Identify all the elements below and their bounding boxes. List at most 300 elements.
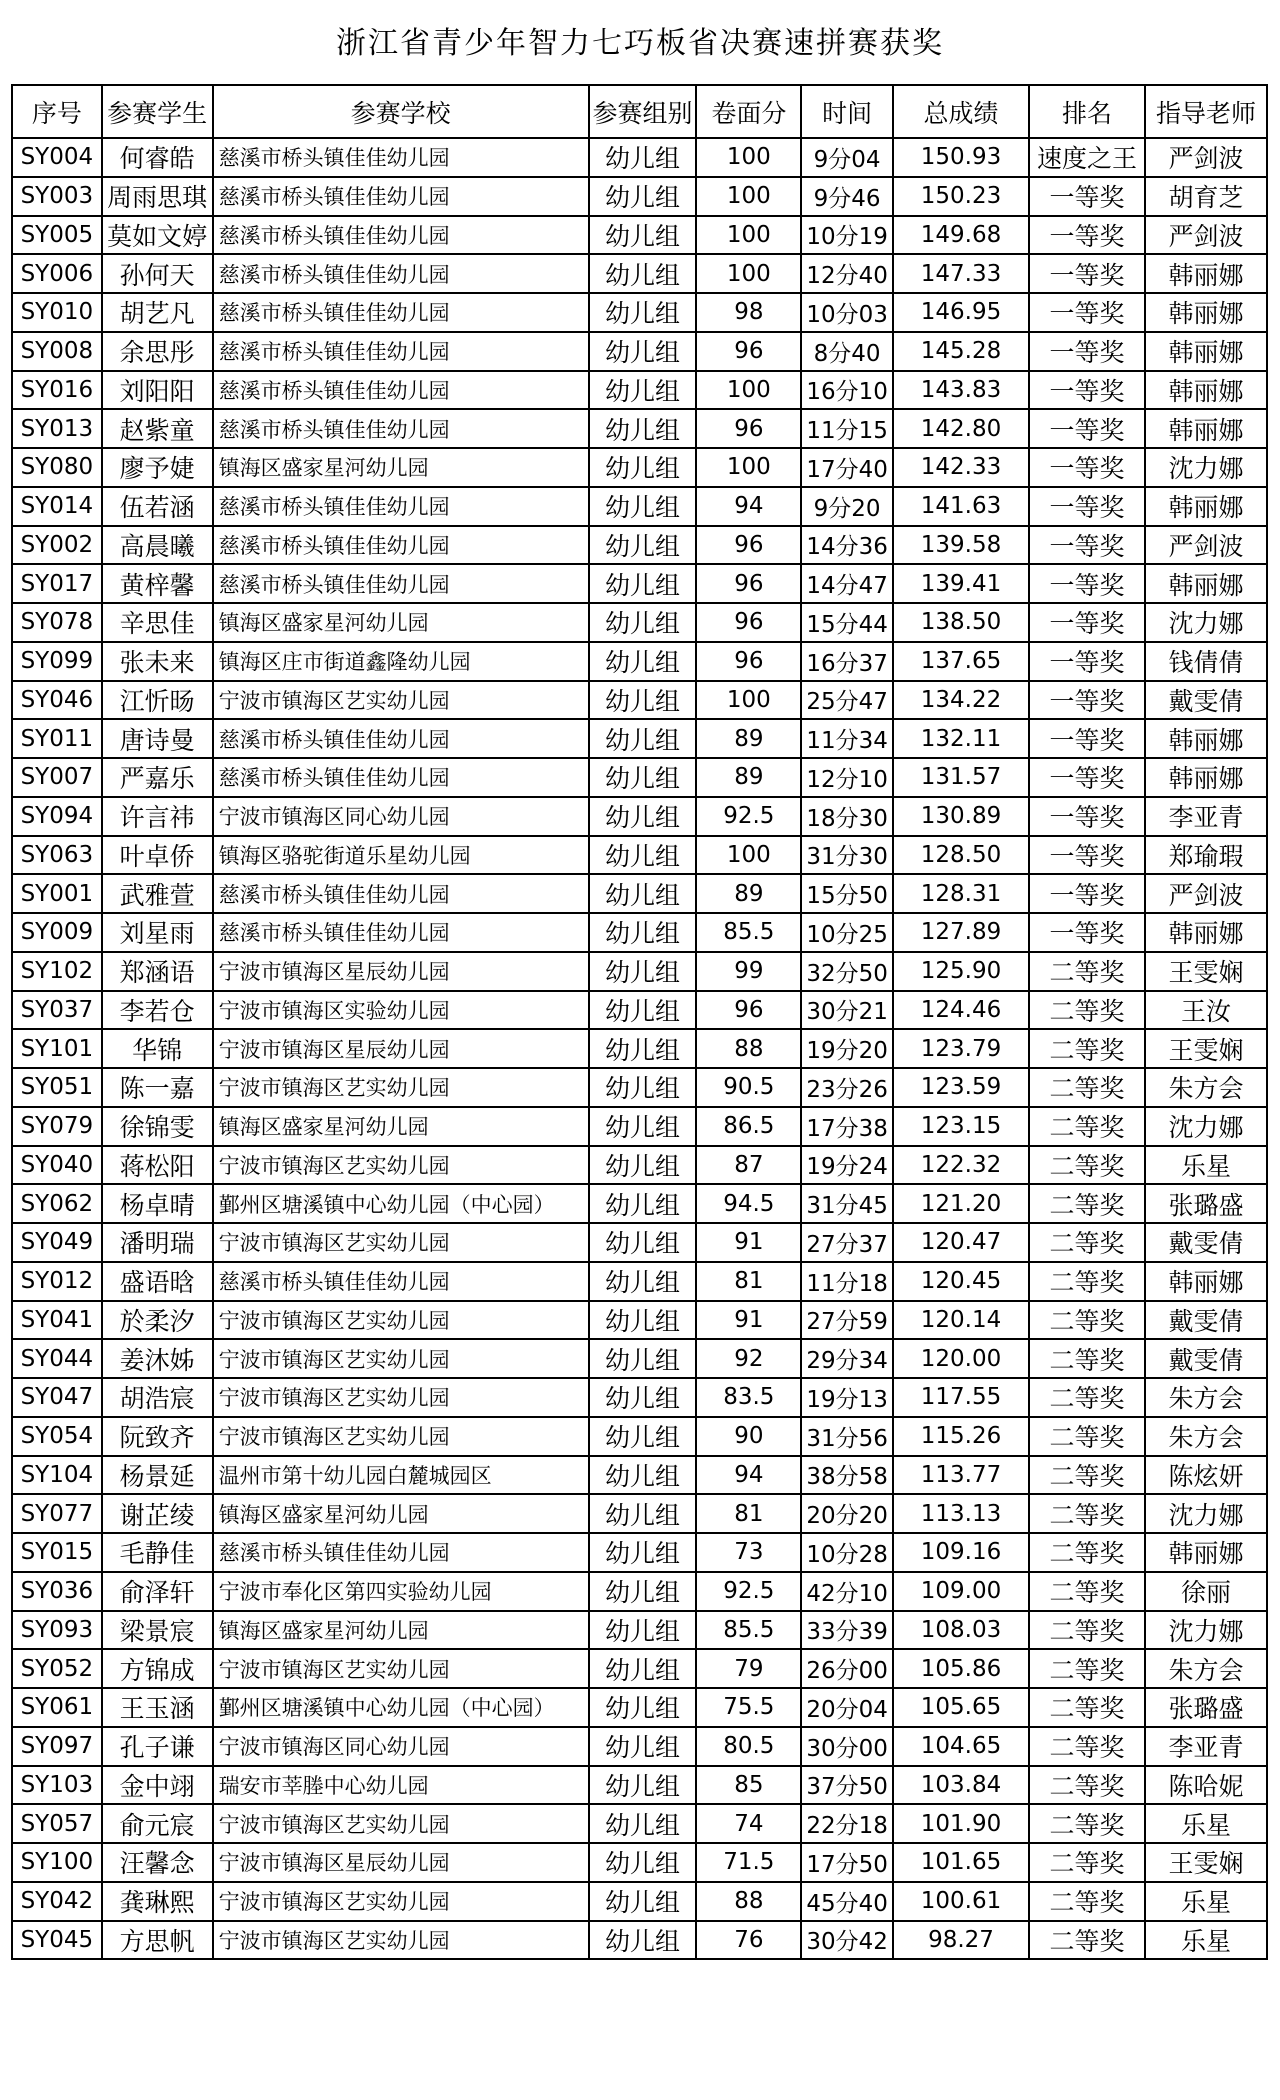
cell-total-score: 128.31 [893,874,1029,913]
cell-school: 慈溪市桥头镇佳佳幼儿园 [213,216,589,255]
cell-paper-score: 89 [696,719,801,758]
cell-student: 梁景宸 [102,1611,213,1650]
cell-school: 镇海区庄市街道鑫隆幼儿园 [213,642,589,681]
cell-student: 俞元宸 [102,1804,213,1843]
cell-teacher: 韩丽娜 [1145,293,1267,332]
cell-group: 幼儿组 [589,1727,697,1766]
cell-group: 幼儿组 [589,1107,697,1146]
cell-group: 幼儿组 [589,1417,697,1456]
table-row [12,952,1267,991]
cell-time: 31分56 [801,1417,893,1456]
table-row [12,1029,1267,1068]
cell-time: 20分20 [801,1494,893,1533]
cell-teacher: 陈哈妮 [1145,1766,1267,1805]
cell-total-score: 150.93 [893,138,1029,177]
cell-paper-score: 76 [696,1921,801,1960]
cell-paper-score: 79 [696,1649,801,1688]
cell-total-score: 138.50 [893,603,1029,642]
cell-group: 幼儿组 [589,1146,697,1185]
cell-time: 19分24 [801,1146,893,1185]
cell-rank: 一等奖 [1029,642,1145,681]
cell-time: 14分36 [801,526,893,565]
cell-total-score: 146.95 [893,293,1029,332]
cell-group: 幼儿组 [589,797,697,836]
cell-school: 慈溪市桥头镇佳佳幼儿园 [213,758,589,797]
cell-group: 幼儿组 [589,1533,697,1572]
cell-time: 29分34 [801,1339,893,1378]
cell-time: 10分25 [801,913,893,952]
cell-id: SY005 [12,216,102,255]
cell-school: 宁波市镇海区艺实幼儿园 [213,681,589,720]
table-row [12,1533,1267,1572]
cell-id: SY001 [12,874,102,913]
cell-id: SY057 [12,1804,102,1843]
table-row [12,448,1267,487]
cell-total-score: 131.57 [893,758,1029,797]
cell-group: 幼儿组 [589,1301,697,1340]
cell-paper-score: 100 [696,681,801,720]
cell-student: 杨卓晴 [102,1184,213,1223]
cell-paper-score: 99 [696,952,801,991]
cell-id: SY040 [12,1146,102,1185]
cell-paper-score: 94.5 [696,1184,801,1223]
cell-paper-score: 88 [696,1882,801,1921]
cell-rank: 二等奖 [1029,1649,1145,1688]
cell-id: SY094 [12,797,102,836]
cell-student: 谢芷绫 [102,1494,213,1533]
cell-student: 刘阳阳 [102,371,213,410]
cell-teacher: 朱方会 [1145,1417,1267,1456]
cell-rank: 二等奖 [1029,1184,1145,1223]
table-row [12,409,1267,448]
table-row [12,1223,1267,1262]
column-header-time: 时间 [801,85,893,138]
cell-id: SY062 [12,1184,102,1223]
cell-school: 宁波市镇海区艺实幼儿园 [213,1068,589,1107]
cell-id: SY104 [12,1456,102,1495]
cell-paper-score: 92.5 [696,1572,801,1611]
cell-group: 幼儿组 [589,564,697,603]
cell-total-score: 108.03 [893,1611,1029,1650]
cell-school: 镇海区盛家星河幼儿园 [213,1611,589,1650]
cell-teacher: 韩丽娜 [1145,1533,1267,1572]
cell-group: 幼儿组 [589,1882,697,1921]
cell-student: 俞泽轩 [102,1572,213,1611]
cell-teacher: 韩丽娜 [1145,913,1267,952]
table-row [12,371,1267,410]
cell-id: SY017 [12,564,102,603]
cell-time: 12分40 [801,254,893,293]
cell-teacher: 戴雯倩 [1145,1301,1267,1340]
table-row [12,681,1267,720]
table-row [12,1417,1267,1456]
cell-group: 幼儿组 [589,1184,697,1223]
cell-rank: 二等奖 [1029,952,1145,991]
cell-paper-score: 100 [696,138,801,177]
cell-rank: 一等奖 [1029,293,1145,332]
cell-rank: 二等奖 [1029,1843,1145,1882]
cell-group: 幼儿组 [589,1339,697,1378]
cell-student: 华锦 [102,1029,213,1068]
cell-student: 陈一嘉 [102,1068,213,1107]
cell-time: 9分20 [801,487,893,526]
cell-group: 幼儿组 [589,254,697,293]
cell-school: 宁波市镇海区星辰幼儿园 [213,952,589,991]
cell-school: 宁波市镇海区实验幼儿园 [213,991,589,1030]
table-row [12,1688,1267,1727]
cell-total-score: 105.86 [893,1649,1029,1688]
cell-school: 镇海区盛家星河幼儿园 [213,603,589,642]
cell-paper-score: 85.5 [696,913,801,952]
cell-group: 幼儿组 [589,138,697,177]
cell-teacher: 乐星 [1145,1921,1267,1960]
cell-total-score: 120.14 [893,1301,1029,1340]
cell-student: 叶卓侨 [102,836,213,875]
table-row [12,1727,1267,1766]
cell-time: 8分40 [801,332,893,371]
table-row [12,216,1267,255]
cell-id: SY037 [12,991,102,1030]
cell-paper-score: 100 [696,371,801,410]
cell-total-score: 104.65 [893,1727,1029,1766]
cell-school: 宁波市镇海区艺实幼儿园 [213,1301,589,1340]
cell-time: 27分59 [801,1301,893,1340]
cell-id: SY045 [12,1921,102,1960]
cell-paper-score: 73 [696,1533,801,1572]
cell-teacher: 王汝 [1145,991,1267,1030]
cell-paper-score: 90.5 [696,1068,801,1107]
cell-rank: 一等奖 [1029,332,1145,371]
cell-total-score: 141.63 [893,487,1029,526]
cell-time: 30分21 [801,991,893,1030]
cell-teacher: 陈炫妍 [1145,1456,1267,1495]
cell-school: 宁波市镇海区星辰幼儿园 [213,1029,589,1068]
cell-time: 15分50 [801,874,893,913]
cell-paper-score: 89 [696,758,801,797]
cell-group: 幼儿组 [589,952,697,991]
cell-student: 刘星雨 [102,913,213,952]
table-row [12,719,1267,758]
cell-group: 幼儿组 [589,177,697,216]
cell-time: 30分42 [801,1921,893,1960]
cell-student: 胡浩宸 [102,1378,213,1417]
table-row [12,138,1267,177]
cell-group: 幼儿组 [589,1572,697,1611]
cell-student: 汪馨念 [102,1843,213,1882]
cell-group: 幼儿组 [589,293,697,332]
table-row [12,1378,1267,1417]
table-row [12,1107,1267,1146]
cell-total-score: 113.77 [893,1456,1029,1495]
cell-rank: 二等奖 [1029,991,1145,1030]
cell-paper-score: 96 [696,564,801,603]
cell-time: 22分18 [801,1804,893,1843]
table-row [12,1146,1267,1185]
cell-total-score: 120.00 [893,1339,1029,1378]
cell-time: 16分37 [801,642,893,681]
column-header-total-score: 总成绩 [893,85,1029,138]
cell-teacher: 韩丽娜 [1145,254,1267,293]
cell-school: 慈溪市桥头镇佳佳幼儿园 [213,487,589,526]
table-row [12,1184,1267,1223]
cell-time: 33分39 [801,1611,893,1650]
cell-id: SY046 [12,681,102,720]
cell-paper-score: 71.5 [696,1843,801,1882]
cell-school: 宁波市镇海区同心幼儿园 [213,797,589,836]
cell-rank: 二等奖 [1029,1417,1145,1456]
cell-teacher: 韩丽娜 [1145,409,1267,448]
cell-school: 鄞州区塘溪镇中心幼儿园（中心园） [213,1184,589,1223]
cell-paper-score: 100 [696,836,801,875]
cell-time: 17分38 [801,1107,893,1146]
cell-teacher: 戴雯倩 [1145,1223,1267,1262]
cell-paper-score: 100 [696,254,801,293]
cell-teacher: 王雯娴 [1145,1029,1267,1068]
cell-paper-score: 100 [696,448,801,487]
cell-teacher: 徐丽 [1145,1572,1267,1611]
cell-school: 宁波市镇海区艺实幼儿园 [213,1804,589,1843]
cell-teacher: 韩丽娜 [1145,371,1267,410]
cell-paper-score: 96 [696,603,801,642]
cell-group: 幼儿组 [589,1688,697,1727]
cell-total-score: 134.22 [893,681,1029,720]
cell-teacher: 朱方会 [1145,1649,1267,1688]
cell-student: 周雨思琪 [102,177,213,216]
cell-total-score: 105.65 [893,1688,1029,1727]
cell-teacher: 严剑波 [1145,138,1267,177]
cell-group: 幼儿组 [589,409,697,448]
cell-rank: 速度之王 [1029,138,1145,177]
cell-paper-score: 91 [696,1223,801,1262]
cell-group: 幼儿组 [589,1378,697,1417]
cell-total-score: 113.13 [893,1494,1029,1533]
cell-school: 慈溪市桥头镇佳佳幼儿园 [213,1533,589,1572]
cell-rank: 一等奖 [1029,371,1145,410]
column-header-id: 序号 [12,85,102,138]
cell-paper-score: 86.5 [696,1107,801,1146]
cell-teacher: 胡育芝 [1145,177,1267,216]
cell-student: 郑涵语 [102,952,213,991]
cell-time: 17分50 [801,1843,893,1882]
cell-rank: 一等奖 [1029,797,1145,836]
cell-rank: 二等奖 [1029,1068,1145,1107]
cell-time: 10分03 [801,293,893,332]
cell-time: 14分47 [801,564,893,603]
cell-total-score: 139.58 [893,526,1029,565]
table-row [12,836,1267,875]
cell-student: 王玉涵 [102,1688,213,1727]
cell-school: 宁波市镇海区艺实幼儿园 [213,1921,589,1960]
column-header-paper-score: 卷面分 [696,85,801,138]
cell-time: 19分20 [801,1029,893,1068]
cell-teacher: 李亚青 [1145,1727,1267,1766]
cell-student: 武雅萱 [102,874,213,913]
cell-teacher: 王雯娴 [1145,952,1267,991]
cell-total-score: 123.79 [893,1029,1029,1068]
cell-id: SY016 [12,371,102,410]
table-row [12,1882,1267,1921]
cell-paper-score: 74 [696,1804,801,1843]
cell-total-score: 109.16 [893,1533,1029,1572]
cell-total-score: 142.33 [893,448,1029,487]
table-row [12,603,1267,642]
cell-student: 方锦成 [102,1649,213,1688]
cell-teacher: 韩丽娜 [1145,332,1267,371]
cell-paper-score: 100 [696,177,801,216]
table-row [12,758,1267,797]
cell-rank: 二等奖 [1029,1029,1145,1068]
table-row [12,1611,1267,1650]
cell-rank: 二等奖 [1029,1533,1145,1572]
cell-teacher: 沈力娜 [1145,1611,1267,1650]
cell-paper-score: 96 [696,409,801,448]
cell-time: 37分50 [801,1766,893,1805]
cell-teacher: 严剑波 [1145,216,1267,255]
cell-id: SY102 [12,952,102,991]
cell-rank: 一等奖 [1029,409,1145,448]
cell-time: 9分46 [801,177,893,216]
table-row [12,874,1267,913]
cell-teacher: 韩丽娜 [1145,564,1267,603]
cell-paper-score: 81 [696,1262,801,1301]
column-header-rank: 排名 [1029,85,1145,138]
cell-id: SY063 [12,836,102,875]
cell-paper-score: 81 [696,1494,801,1533]
cell-time: 10分28 [801,1533,893,1572]
cell-total-score: 98.27 [893,1921,1029,1960]
cell-rank: 一等奖 [1029,758,1145,797]
cell-id: SY078 [12,603,102,642]
cell-total-score: 124.46 [893,991,1029,1030]
cell-time: 11分18 [801,1262,893,1301]
cell-school: 温州市第十幼儿园白麓城园区 [213,1456,589,1495]
cell-rank: 一等奖 [1029,603,1145,642]
cell-rank: 二等奖 [1029,1727,1145,1766]
cell-student: 严嘉乐 [102,758,213,797]
cell-paper-score: 88 [696,1029,801,1068]
table-row [12,1843,1267,1882]
cell-school: 宁波市镇海区艺实幼儿园 [213,1378,589,1417]
cell-teacher: 郑瑜瑕 [1145,836,1267,875]
cell-group: 幼儿组 [589,1611,697,1650]
cell-student: 蒋松阳 [102,1146,213,1185]
cell-time: 30分00 [801,1727,893,1766]
cell-school: 宁波市镇海区星辰幼儿园 [213,1843,589,1882]
cell-id: SY042 [12,1882,102,1921]
cell-rank: 二等奖 [1029,1921,1145,1960]
cell-group: 幼儿组 [589,836,697,875]
cell-time: 42分10 [801,1572,893,1611]
cell-teacher: 严剑波 [1145,526,1267,565]
cell-teacher: 戴雯倩 [1145,681,1267,720]
cell-student: 孙何天 [102,254,213,293]
cell-student: 辛思佳 [102,603,213,642]
cell-group: 幼儿组 [589,1262,697,1301]
cell-rank: 一等奖 [1029,448,1145,487]
cell-group: 幼儿组 [589,1494,697,1533]
cell-rank: 一等奖 [1029,564,1145,603]
table-row [12,564,1267,603]
cell-total-score: 117.55 [893,1378,1029,1417]
cell-school: 慈溪市桥头镇佳佳幼儿园 [213,293,589,332]
table-row [12,293,1267,332]
cell-teacher: 乐星 [1145,1882,1267,1921]
cell-paper-score: 85.5 [696,1611,801,1650]
cell-rank: 二等奖 [1029,1262,1145,1301]
cell-time: 16分10 [801,371,893,410]
cell-rank: 二等奖 [1029,1301,1145,1340]
cell-id: SY004 [12,138,102,177]
cell-group: 幼儿组 [589,1649,697,1688]
table-row [12,913,1267,952]
cell-group: 幼儿组 [589,1029,697,1068]
cell-school: 宁波市镇海区同心幼儿园 [213,1727,589,1766]
cell-group: 幼儿组 [589,642,697,681]
cell-time: 15分44 [801,603,893,642]
cell-school: 镇海区盛家星河幼儿园 [213,448,589,487]
cell-id: SY103 [12,1766,102,1805]
cell-school: 慈溪市桥头镇佳佳幼儿园 [213,913,589,952]
cell-group: 幼儿组 [589,371,697,410]
cell-id: SY054 [12,1417,102,1456]
cell-id: SY013 [12,409,102,448]
cell-school: 宁波市奉化区第四实验幼儿园 [213,1572,589,1611]
cell-teacher: 韩丽娜 [1145,758,1267,797]
cell-teacher: 王雯娴 [1145,1843,1267,1882]
table-row [12,1494,1267,1533]
column-header-group: 参赛组别 [589,85,697,138]
cell-student: 胡艺凡 [102,293,213,332]
cell-student: 余思彤 [102,332,213,371]
cell-rank: 二等奖 [1029,1107,1145,1146]
cell-id: SY041 [12,1301,102,1340]
cell-id: SY099 [12,642,102,681]
cell-teacher: 乐星 [1145,1146,1267,1185]
cell-student: 於柔汐 [102,1301,213,1340]
cell-total-score: 103.84 [893,1766,1029,1805]
cell-time: 10分19 [801,216,893,255]
cell-student: 毛静佳 [102,1533,213,1572]
cell-teacher: 朱方会 [1145,1068,1267,1107]
cell-total-score: 142.80 [893,409,1029,448]
cell-total-score: 137.65 [893,642,1029,681]
cell-school: 慈溪市桥头镇佳佳幼儿园 [213,254,589,293]
cell-group: 幼儿组 [589,1223,697,1262]
cell-teacher: 沈力娜 [1145,1107,1267,1146]
cell-total-score: 115.26 [893,1417,1029,1456]
cell-paper-score: 94 [696,1456,801,1495]
table-row [12,1068,1267,1107]
cell-group: 幼儿组 [589,1456,697,1495]
cell-id: SY077 [12,1494,102,1533]
cell-student: 龚琳熙 [102,1882,213,1921]
column-header-teacher: 指导老师 [1145,85,1267,138]
cell-teacher: 沈力娜 [1145,1494,1267,1533]
cell-group: 幼儿组 [589,603,697,642]
page-title: 浙江省青少年智力七巧板省决赛速拼赛获奖 [336,26,944,61]
cell-teacher: 韩丽娜 [1145,487,1267,526]
cell-time: 23分26 [801,1068,893,1107]
cell-time: 32分50 [801,952,893,991]
cell-id: SY008 [12,332,102,371]
cell-total-score: 101.65 [893,1843,1029,1882]
cell-time: 20分04 [801,1688,893,1727]
cell-paper-score: 96 [696,332,801,371]
cell-rank: 二等奖 [1029,1611,1145,1650]
cell-school: 镇海区骆驼街道乐星幼儿园 [213,836,589,875]
cell-school: 慈溪市桥头镇佳佳幼儿园 [213,177,589,216]
cell-total-score: 121.20 [893,1184,1029,1223]
